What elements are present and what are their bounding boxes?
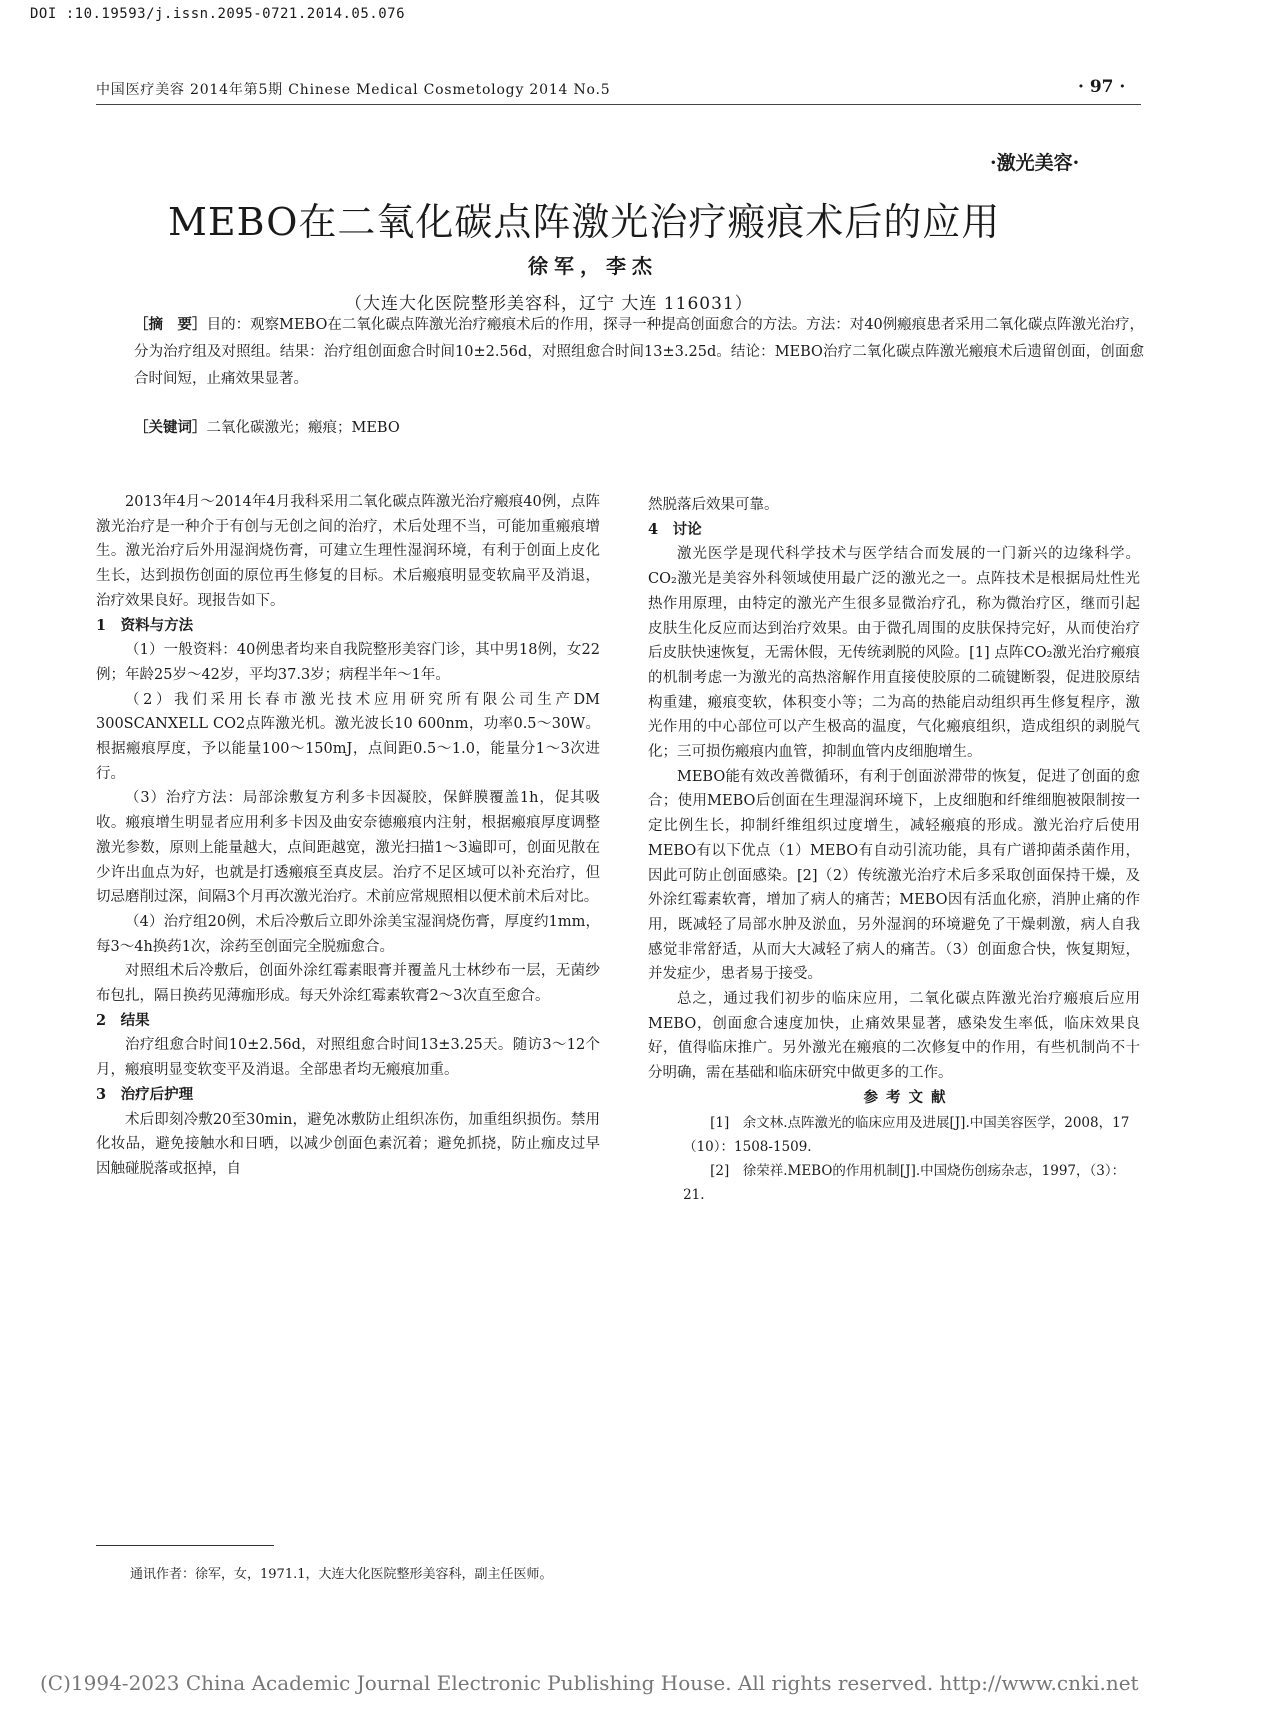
section-heading: 1 资料与方法 [96, 616, 194, 634]
paragraph: 治疗组愈合时间10±2.56d，对照组愈合时间13±3.25天。随访3～12个月，瘢痕明显变软变平及消退。全部患者均无瘢痕加重。 [96, 1037, 600, 1079]
right-column [648, 493, 1140, 1207]
page-number: · 97 · [1078, 77, 1126, 97]
references-heading: 参考文献 [863, 1088, 954, 1106]
paragraph: 对照组术后冷敷后，创面外涂红霉素眼膏并覆盖凡士林纱布一层，无菌纱布包扎，隔日换药见薄痂形成。每天外涂红霉素软膏2～3次直至愈合。 [96, 963, 600, 1005]
paragraph: （3）治疗方法：局部涂敷复方利多卡因凝胶，保鲜膜覆盖1h，促其吸收。瘢痕增生明显者应用利多卡因及曲安奈德瘢痕内注射，根据瘢痕厚度调整激光参数，原则上能量越大，点间距越宽，激光扫描1～3遍即可，创面见散在少许出血点为好，也就是打透瘢痕至真皮层。治疗不足区域可以补充治疗，但切忌磨削过深，间隔3个月再次激光治疗。术前应常规照相以便术前术后对比。 [96, 790, 600, 906]
abstract-label: ［摘 要］ [134, 316, 207, 333]
paragraph: （2）我们采用长春市激光技术应用研究所有限公司生产DM 300SCANXELL CO2点阵激光机。激光波长10 600nm，功率0.5～30W。根据瘢痕厚度，予以能量100～150mJ，点间距0.5～1.0，能量分1～3次进行。 [96, 691, 600, 782]
paragraph: 激光医学是现代科学技术与医学结合而发展的一门新兴的边缘科学。CO₂激光是美容外科领域使用最广泛的激光之一。点阵技术是根据局灶性光热作用原理，由特定的激光产生很多显微治疗孔，称为微治疗区，继而引起皮肤生化反应而达到治疗效果。由于微孔周围的皮肤保持完好，从而使治疗后皮肤快速恢复，无需休假，无传统剥脱的风险。[1] 点阵CO₂激光治疗瘢痕的机制考虑一为激光的高热溶解作用直接使胶原的二硫键断裂，促进胶原结构重建，瘢痕变软，体积变小等；二为高的热能启动组织再生修复程序，激光作用的中心部位可以产生极高的温度，气化瘢痕组织，造成组织的剥脱气化；三可损伤瘢痕内血管，抑制血管内皮细胞增生。 [648, 546, 1140, 761]
paragraph: （4）治疗组20例，术后冷敷后立即外涂美宝湿润烧伤膏，厚度约1mm，每3～4h换药1次，涂药至创面完全脱痂愈合。 [96, 913, 600, 955]
reference-item: [1] 余文林.点阵激光的临床应用及进展[J].中国美容医学，2008，17（10）：1508-1509. [683, 1114, 1130, 1155]
footnote: 通讯作者：徐军，女，1971.1，大连大化医院整形美容科，副主任医师。 [130, 1567, 553, 1582]
paragraph: 术后即刻冷敷20至30min，避免冰敷防止组织冻伤，加重组织损伤。禁用化妆品，避免接触水和日晒，以减少创面色素沉着；避免抓挠，防止痂皮过早因触碰脱落或抠掉，自 [96, 1111, 600, 1177]
reference-item: [2] 徐荣祥.MEBO的作用机制[J].中国烧伤创疡杂志，1997，（3）：21. [683, 1162, 1126, 1203]
affiliation: （大连大化医院整形美容科，辽宁 大连 116031） [345, 294, 753, 314]
footnote-rule [96, 1545, 274, 1546]
section-heading: 4 讨论 [648, 520, 702, 538]
doi-identifier: DOI :10.19593/j.issn.2095-0721.2014.05.076 [30, 6, 406, 22]
copyright-notice: (C)1994-2023 China Academic Journal Electronic Publishing House. All rights reserved. http://www.cnki.net [40, 1671, 1139, 1695]
running-header: 中国医疗美容 2014年第5期 Chinese Medical Cosmetology 2014 No.5 [96, 82, 611, 98]
abstract-text: 目的：观察MEBO在二氧化碳点阵激光治疗瘢痕术后的作用，探寻一种提高创面愈合的方法。方法：对40例瘢痕患者采用二氧化碳点阵激光治疗，分为治疗组及对照组。结果：治疗组创面愈合时间10±2.56d，对照组愈合时间13±3.25d。结论：MEBO治疗二氧化碳点阵激光瘢痕术后遗留创面，创面愈合时间短，止痛效果显著。 [134, 317, 1144, 387]
left-column [96, 490, 600, 1182]
paragraph: 总之，通过我们初步的临床应用，二氧化碳点阵激光治疗瘢痕后应用MEBO，创面愈合速度加快，止痛效果显著，感染发生率低，临床效果良好，值得临床推广。另外激光在瘢痕的二次修复中的作用，有些机制尚不十分明确，需在基础和临床研究中做更多的工作。 [648, 991, 1140, 1082]
keywords-text: 二氧化碳激光；瘢痕；MEBO [206, 420, 400, 436]
paper-title: MEBO在二氧化碳点阵激光治疗瘢痕术后的应用 [168, 200, 1001, 244]
intro-paragraph: 2013年4月～2014年4月我科采用二氧化碳点阵激光治疗瘢痕40例，点阵激光治疗是一种介于有创与无创之间的治疗，术后处理不当，可能加重瘢痕增生。激光治疗后外用湿润烧伤膏，可建立生理性湿润环境，有利于创面上皮化生长，达到损伤创面的原位再生修复的目标。术后瘢痕明显变软扁平及消退，治疗效果良好。现报告如下。 [96, 494, 600, 609]
section-heading: 3 治疗后护理 [96, 1085, 194, 1103]
keywords [134, 414, 1144, 442]
header-rule [96, 104, 1141, 105]
section-tag: ·激光美容· [990, 152, 1080, 174]
authors: 徐军，李杰 [528, 254, 658, 278]
keywords-label: ［关键词］ [134, 419, 207, 436]
paragraph-continuation: 然脱落后效果可靠。 [648, 497, 779, 513]
section-heading: 2 结果 [96, 1011, 150, 1029]
abstract [134, 311, 1144, 393]
paragraph: （1）一般资料：40例患者均来自我院整形美容门诊，其中男18例，女22例；年龄25岁～42岁，平均37.3岁；病程半年～1年。 [96, 642, 600, 683]
paragraph: MEBO能有效改善微循环，有利于创面淤滞带的恢复，促进了创面的愈合；使用MEBO后创面在生理湿润环境下，上皮细胞和纤维细胞被限制按一定比例生长，抑制纤维组织过度增生，减轻瘢痕的形成。激光治疗后使用MEBO有以下优点（1）MEBO有自动引流功能，具有广谱抑菌杀菌作用，因此可防止创面感染。[2]（2）传统激光治疗术后多采取创面保持干燥，及外涂红霉素软膏，增加了病人的痛苦；MEBO因有活血化瘀，消肿止痛的作用，既减轻了局部水肿及淤血，另外湿润的环境避免了干燥刺激，病人自我感觉非常舒适，从而大大减轻了病人的痛苦。（3）创面愈合快，恢复期短，并发症少，患者易于接受。 [648, 768, 1140, 983]
